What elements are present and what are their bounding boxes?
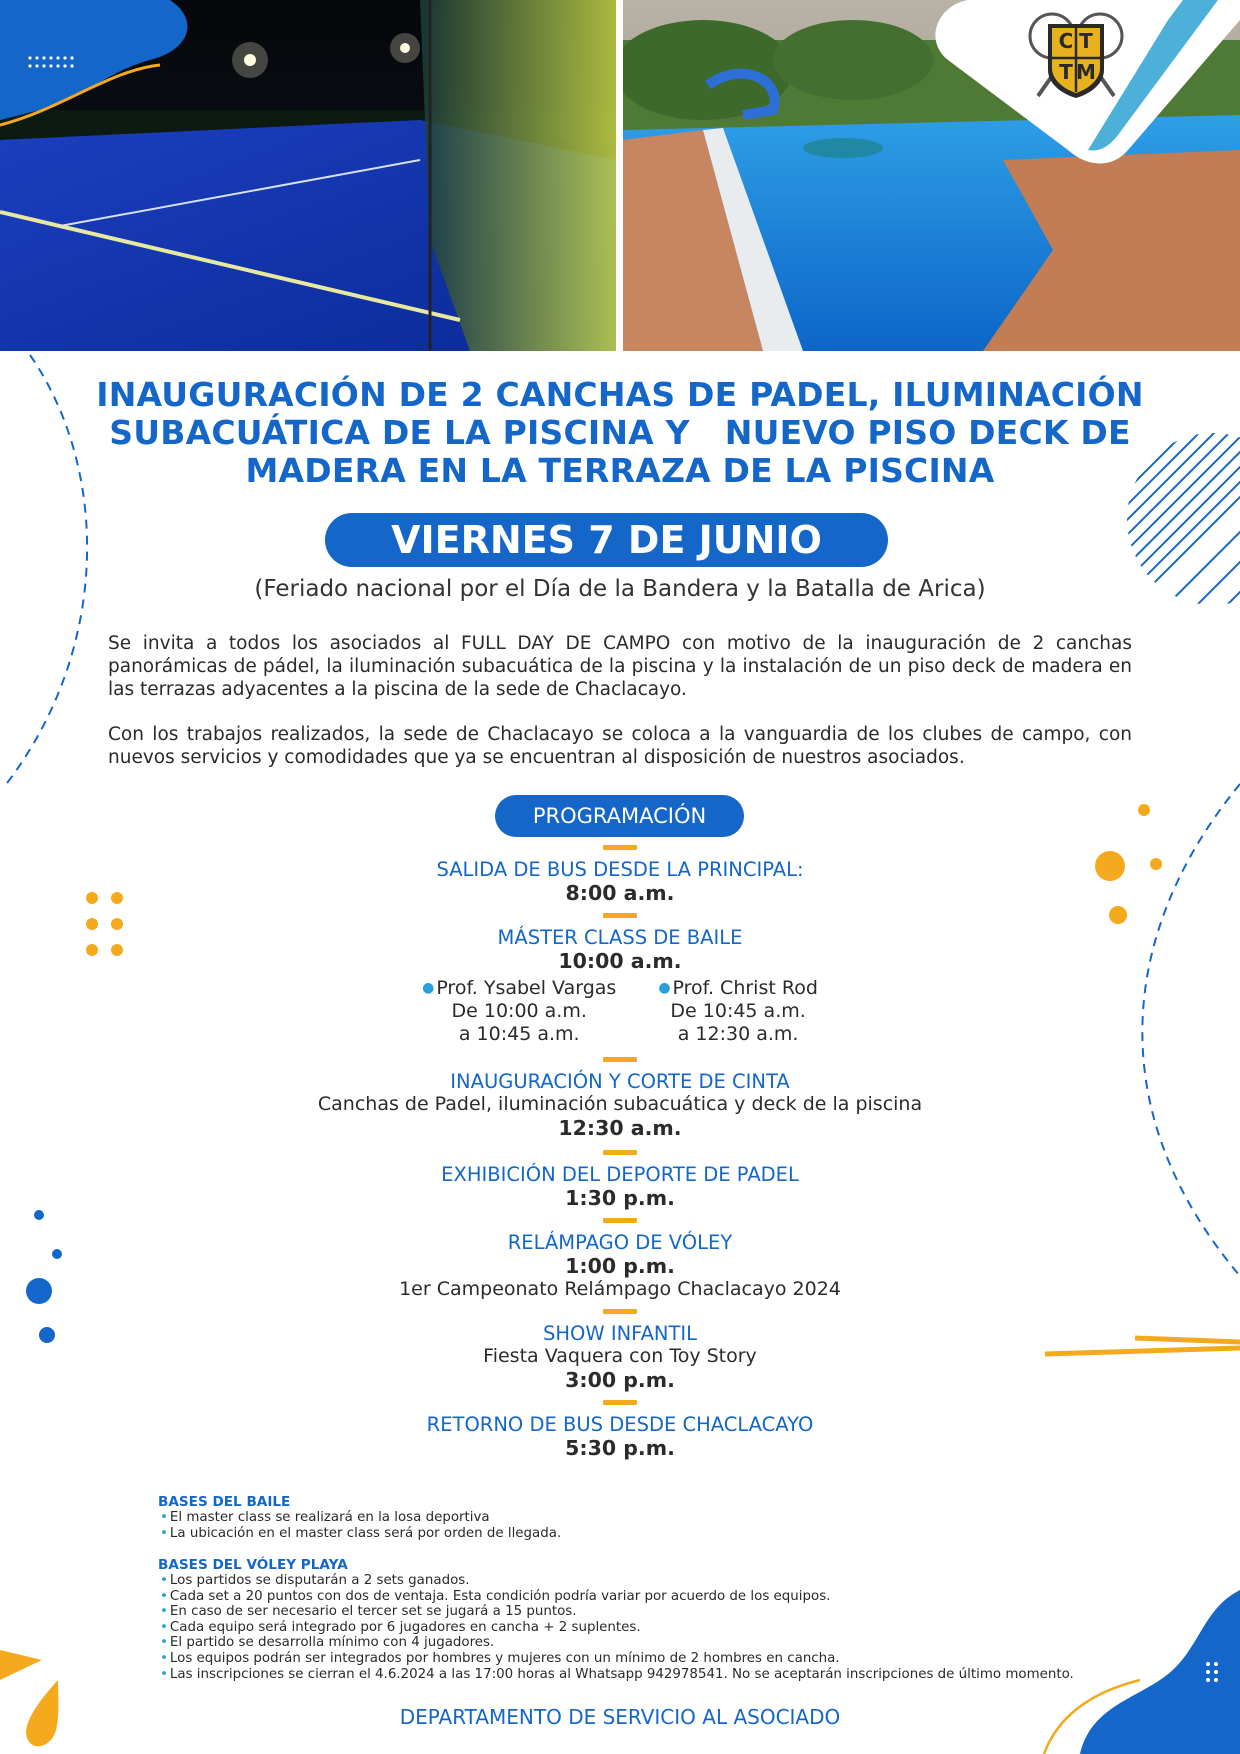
event-description: Fiesta Vaquera con Toy Story [483, 1345, 757, 1367]
separator-bar [603, 913, 637, 918]
instructor-1 [422, 977, 616, 1046]
rule-text: Las inscripciones se cierran el 4.6.2024 a las 17:00 horas al Whatsapp 942978541. No se aceptarán inscripciones de último momento. [169, 1666, 1074, 1682]
dance-rules [158, 1494, 1098, 1541]
dot-bullet-icon: • [160, 1588, 168, 1604]
dot-bullet-icon: • [160, 1635, 168, 1651]
yellow-shapes-bottom-left [0, 1640, 70, 1754]
schedule-kids-show [220, 1309, 1020, 1392]
yellow-dot-grid-left [80, 888, 130, 960]
yellow-dots-right [1088, 796, 1168, 926]
volley-rules [158, 1557, 1098, 1682]
separator-bar [603, 1057, 637, 1062]
instructor-from: De 10:00 a.m. [451, 1000, 587, 1022]
event-time: 8:00 a.m. [565, 881, 675, 905]
racket-shield-logo [1026, 10, 1126, 102]
event-title: SALIDA DE BUS DESDE LA PRINCIPAL: [436, 858, 804, 881]
event-time: 12:30 a.m. [558, 1116, 682, 1140]
logo-letter-1: C [1058, 29, 1074, 53]
schedule-inauguration [220, 1057, 1020, 1140]
rule-text: Cada set a 20 puntos con dos de ventaja. Esta condición podría variar por acuerdo de los equipos. [169, 1588, 831, 1604]
separator-bar [603, 1309, 637, 1314]
event-title-line-3: MADERA EN LA TERRAZA DE LA PISCINA [245, 451, 995, 490]
logo-letter-3: T [1059, 60, 1073, 84]
event-time: 5:30 p.m. [565, 1436, 675, 1460]
dot-bullet-icon: • [160, 1573, 168, 1588]
separator-bar [603, 845, 637, 850]
schedule-padel-exhibition [220, 1150, 1020, 1210]
photo-divider [616, 0, 623, 351]
rule-item [158, 1589, 1098, 1605]
rule-text: El master class se realizará en la losa deportiva [169, 1510, 490, 1525]
instructor-list [220, 977, 1020, 1046]
instructor-to: a 10:45 a.m. [458, 1023, 580, 1045]
dot-bullet-icon: • [160, 1525, 168, 1541]
dot-bullet-icon: ● [422, 980, 435, 996]
rule-item [158, 1667, 1098, 1683]
program-heading-badge: PROGRAMACIÓN [495, 795, 744, 837]
event-title [80, 376, 1160, 490]
padel-court-photo [0, 0, 616, 351]
rule-item [158, 1526, 1098, 1542]
event-title: RETORNO DE BUS DESDE CHACLACAYO [426, 1413, 814, 1436]
event-time: 1:30 p.m. [565, 1186, 675, 1210]
schedule-dance-class [220, 913, 1020, 1046]
rule-text: El partido se desarrolla mínimo con 4 jugadores. [169, 1635, 495, 1651]
rule-text: En caso de ser necesario el tercer set se jugará a 15 puntos. [169, 1604, 577, 1620]
event-description: Canchas de Padel, iluminación subacuática y deck de la piscina [317, 1093, 923, 1115]
instructor-to: a 12:30 a.m. [677, 1023, 799, 1045]
dot-bullet-icon: • [160, 1510, 168, 1525]
instructor-name: Prof. Christ Rod [672, 977, 818, 999]
event-time: 3:00 p.m. [565, 1368, 675, 1392]
rule-item [158, 1620, 1098, 1636]
dot-bullet-icon: • [160, 1666, 168, 1682]
rule-text: Los partidos se disputarán a 2 sets ganados. [169, 1573, 470, 1588]
yellow-lines-right [1040, 1330, 1240, 1360]
separator-bar [603, 1150, 637, 1155]
event-title: EXHIBICIÓN DEL DEPORTE DE PADEL [441, 1163, 799, 1186]
rule-text: Los equipos podrán ser integrados por hombres y mujeres con un mínimo de 2 hombres en cancha. [169, 1650, 840, 1666]
dot-bullet-icon: • [160, 1604, 168, 1620]
event-title-line-1: INAUGURACIÓN DE 2 CANCHAS DE PADEL, ILUMINACIÓN [96, 375, 1144, 414]
event-time: 10:00 a.m. [558, 949, 682, 973]
event-title: MÁSTER CLASS DE BAILE [497, 926, 743, 949]
dot-bullet-icon: ● [658, 980, 671, 996]
separator-bar [603, 1218, 637, 1223]
volley-rules-title: BASES DEL VÓLEY PLAYA [158, 1557, 348, 1573]
instructor-2 [658, 977, 818, 1046]
instructor-from: De 10:45 a.m. [670, 1000, 806, 1022]
department-footer: DEPARTAMENTO DE SERVICIO AL ASOCIADO [399, 1705, 841, 1729]
blue-dots-left [20, 1205, 70, 1345]
schedule-bus-out [220, 845, 1020, 905]
rule-item [158, 1635, 1098, 1651]
separator-bar [603, 1400, 637, 1405]
rule-item [158, 1510, 1098, 1526]
event-time: 1:00 p.m. [565, 1254, 675, 1278]
holiday-note: (Feriado nacional por el Día de la Bandera y la Batalla de Arica) [254, 576, 986, 602]
dot-bullet-icon: • [160, 1650, 168, 1666]
rule-text: Cada equipo será integrado por 6 jugadores en cancha + 2 suplentes. [169, 1619, 641, 1635]
event-date-badge: VIERNES 7 DE JUNIO [325, 513, 888, 567]
rule-item [158, 1604, 1098, 1620]
event-title: RELÁMPAGO DE VÓLEY [507, 1231, 733, 1254]
dot-bullet-icon: • [160, 1619, 168, 1635]
rule-text: La ubicación en el master class será por orden de llegada. [169, 1525, 562, 1541]
dance-rules-title: BASES DEL BAILE [158, 1494, 291, 1510]
event-description: 1er Campeonato Relámpago Chaclacayo 2024 [399, 1278, 841, 1300]
schedule-volley [220, 1218, 1020, 1301]
schedule-bus-return [220, 1400, 1020, 1460]
logo-letter-4: M [1076, 60, 1096, 84]
instructor-name: Prof. Ysabel Vargas [436, 977, 617, 999]
intro-paragraph-1: Se invita a todos los asociados al FULL DAY DE CAMPO con motivo de la inauguración de 2 canchas panorámicas de pádel, la iluminación subacuática de la piscina y la instalación de un piso deck de madera en las terrazas adyacentes a la piscina de la sede de Chaclacayo. [108, 633, 1132, 700]
event-title-line-2: SUBACUÁTICA DE LA PISCINA Y NUEVO PISO DECK DE [109, 413, 1131, 452]
logo-letter-2: T [1079, 29, 1093, 53]
event-title: SHOW INFANTIL [542, 1322, 698, 1345]
rule-item [158, 1651, 1098, 1667]
rule-item [158, 1573, 1098, 1589]
intro-paragraph-2: Con los trabajos realizados, la sede de Chaclacayo se coloca a la vanguardia de los clubes de campo, con nuevos servicios y comodidades que ya se encuentran al disposición de nuestros asociados. [108, 724, 1132, 768]
event-title: INAUGURACIÓN Y CORTE DE CINTA [450, 1070, 790, 1093]
